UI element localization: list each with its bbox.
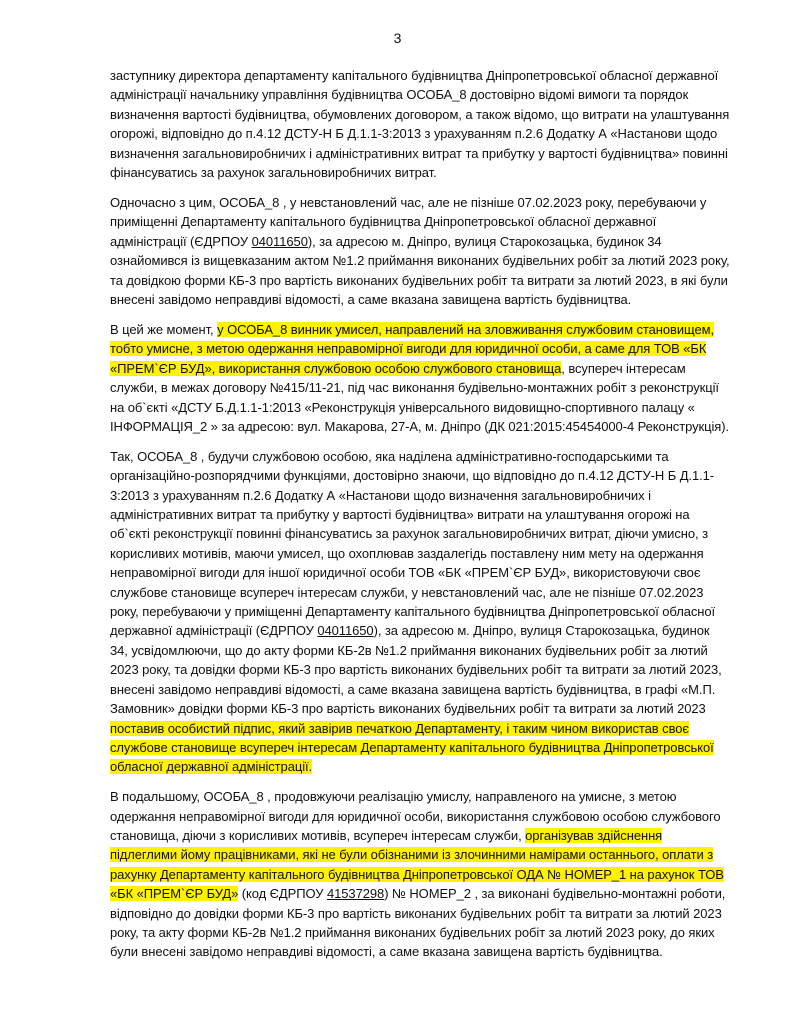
underlined-code: 04011650 (317, 623, 374, 639)
text-run: ), за адресою м. Дніпро, вулиця Старокозацька, будинок 34 ознайомився із вищевказаним актом №1.2 приймання виконаних будівельних робіт за лютий 2023 року, та довідкою форми КБ-3 про вартість виконаних будівельних робіт та витрати за лютий 2023, в які були внесені завідомо неправдиві відомості, а саме вказана завищена вартість будівництва. (110, 233, 730, 307)
document-body (110, 66, 730, 972)
underlined-code: 04011650 (251, 233, 308, 249)
underlined-code: 41537298 (326, 886, 385, 902)
paragraph (110, 193, 730, 309)
paragraph (110, 66, 730, 182)
highlighted-text: організував здійснення підлеглими йому працівниками, які не були обізнаними із злочинними намірами останнього, оплати з рахунку Департаменту капітального будівництва Дніпропетровської ОДА № НОМЕР_1 на рахунок ТОВ «БК «ПРЕМ`ЄР БУД» (110, 828, 724, 902)
highlighted-text: поставив особистий підпис, який завірив печаткою Департаменту, і таким чином використав своє службове становище всупереч інтересам Департаменту капітального будівництва Дніпропетровської обласної державної адміністрації. (110, 720, 714, 775)
text-run: В подальшому, ОСОБА_8 , продовжуючи реалізацію умислу, направленого на умисне, з метою одержання неправомірної вигоди для юридичної особи, використання службовою особою службового становища, діючи з корисливих мотивів, всупереч інтересам служби, (110, 789, 721, 844)
text-run: , всупереч інтересам служби, в межах договору №415/11-21, під час виконання будівельно-монтажних робіт з реконструкції на об`єкті «ДСТУ Б.Д.1.1-1:2013 «Реконструкція універсального видовищно-спортивного палацу « ІНФОРМАЦІЯ_2 » за адресою: вул. Макарова, 27-А, м. Дніпро (ДК 021:2015:45454000-4 Реконструкція). (110, 360, 730, 434)
text-run: Одночасно з цим, ОСОБА_8 , у невстановлений час, але не пізніше 07.02.2023 року, перебуваючи у приміщенні Департаменту капітального будівництва Дніпропетровської обласної державної адміністрації (ЄДРПОУ (110, 194, 707, 249)
text-run: ) № НОМЕР_2 , за виконані будівельно-монтажні роботи, відповідно до довідки форми КБ-3 про вартість виконаних будівельних робіт та витрати за лютий 2023 року, та акту форми КБ-2в №1.2 приймання виконаних будівельних робіт за лютий 2023 року, до яких були внесені завідомо неправдиві відомості, а саме вказана завищена вартість будівництва. (110, 886, 726, 960)
page-number: 3 (393, 30, 402, 46)
text-run: заступнику директора департаменту капітального будівництва Дніпропетровської обласної державної адміністрації начальнику управління будівництва ОСОБА_8 достовірно відомі вимоги та порядок визначення вартості будівництва, обумовлених договором, а також відомо, що витрати на улаштування огорожі, відповідно до п.4.12 ДСТУ-Н Б Д.1.1-3:2013 з урахуванням п.2.6 Додатку А «Настанови щодо визначення загальновиробничих і адміністративних витрат та прибутку у вартості будівництва» повинні фінансуватись за рахунок загальновиробничих витрат. (110, 68, 730, 181)
paragraph (110, 787, 730, 962)
text-run: (код ЄДРПОУ (238, 886, 327, 902)
text-run: ), за адресою м. Дніпро, вулиця Старокозацька, будинок 34, усвідомлюючи, що до акту форми КБ-2в №1.2 приймання виконаних будівельних робіт за лютий 2023 року, та довідки форми КБ-3 про вартість виконаних будівельних робіт та витрати за лютий 2023, внесені завідомо неправдиві відомості, а саме вказана завищена вартість будівництва, в графі «М.П. Замовник» довідки форми КБ-3 про вартість виконаних будівельних робіт та витрати за лютий 2023 (110, 623, 722, 717)
text-run: Так, ОСОБА_8 , будучи службовою особою, яка наділена адміністративно-господарськими та організаційно-розпорядчими функціями, достовірно знаючи, що відповідно до п.4.12 ДСТУ-Н Б Д.1.1-3:2013 з урахуванням п.2.6 Додатку А «Настанови щодо визначення загальновиробничих і адміністративних витрат та прибутку у вартості будівництва» витрати на улаштування огорожі на об`єкті реконструкції повинні фінансуватись за рахунок загальновиробничих витрат, діючи умисно, з корисливих мотивів, маючи умисел, що охоплював заздалегідь поставлену ним мету на одержання неправомірної вигоди для іншої юридичної особи ТОВ «БК «ПРЕМ`ЄР БУД», використовуючи своє службове становище всупереч інтересам служби, у невстановлений час, але не пізніше 07.02.2023 року, перебуваючи у приміщенні Департаменту капітального будівництва Дніпропетровської обласної державної адміністрації (ЄДРПОУ (110, 448, 716, 639)
paragraph (110, 320, 730, 436)
paragraph (110, 447, 730, 777)
highlighted-text: у ОСОБА_8 винник умисел, направлений на зловживання службовим становищем, тобто умисне, з метою одержання неправомірної вигоди для юридичної особи, а саме для ТОВ «БК «ПРЕМ`ЄР БУД», використання службовою особою службового становища (110, 321, 715, 376)
text-run: В цей же момент, (110, 321, 218, 337)
